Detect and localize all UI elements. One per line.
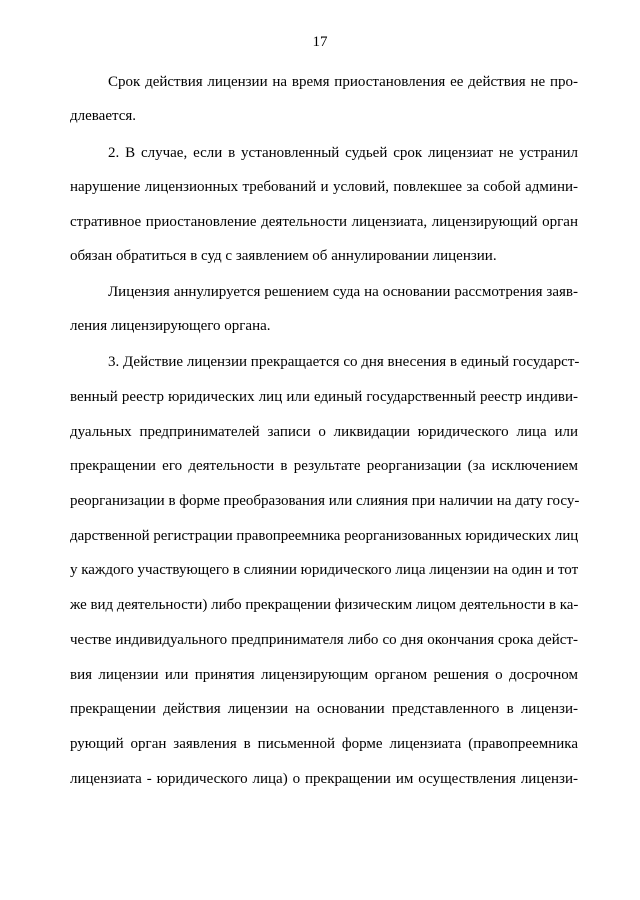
text-line: длевается. [70,108,137,124]
text-line: у каждого участвующего в слиянии юридического лица лицензии на один и тот [70,562,579,578]
text-line: реорганизации в форме преобразования или слияния при наличии на дату госу- [70,493,580,509]
page-number: 17 [312,34,328,50]
text-line: 2. В случае, если в установленный судьей срок лицензиат не устранил [108,145,578,161]
text-line: венный реестр юридических лиц или единый государственный реестр индиви- [70,389,578,405]
text-line: Срок действия лицензии на время приостановления ее действия не про- [108,74,578,90]
text-line: стративное приостановление деятельности лицензиата, лицензирующий орган [70,214,578,230]
text-line: Лицензия аннулируется решением суда на основании рассмотрения заяв- [108,284,578,300]
text-line: дуальных предпринимателей записи о ликвидации юридического лица или [70,424,578,440]
text-line: же вид деятельности) либо прекращении физическим лицом деятельности в ка- [70,597,579,613]
text-line: обязан обратиться в суд с заявлением об аннулировании лицензии. [70,248,497,264]
text-line: рующий орган заявления в письменной форме лицензиата (правопреемника [70,736,578,752]
text-line: дарственной регистрации правопреемника реорганизованных юридических лиц [70,528,579,544]
text-line: 3. Действие лицензии прекращается со дня внесения в единый государст- [108,354,580,370]
text-line: прекращении действия лицензии на основании представленного в лицензи- [70,701,578,717]
text-line: ления лицензирующего органа. [70,318,271,334]
text-line: честве индивидуального предпринимателя либо со дня окончания срока дейст- [70,632,578,648]
text-line: нарушение лицензионных требований и условий, повлекшее за собой админи- [70,179,578,195]
text-line: лицензиата - юридического лица) о прекращении им осуществления лицензи- [70,771,578,787]
text-line: прекращении его деятельности в результате реорганизации (за исключением [70,458,578,474]
text-line: вия лицензии или принятия лицензирующим органом решения о досрочном [70,667,578,683]
